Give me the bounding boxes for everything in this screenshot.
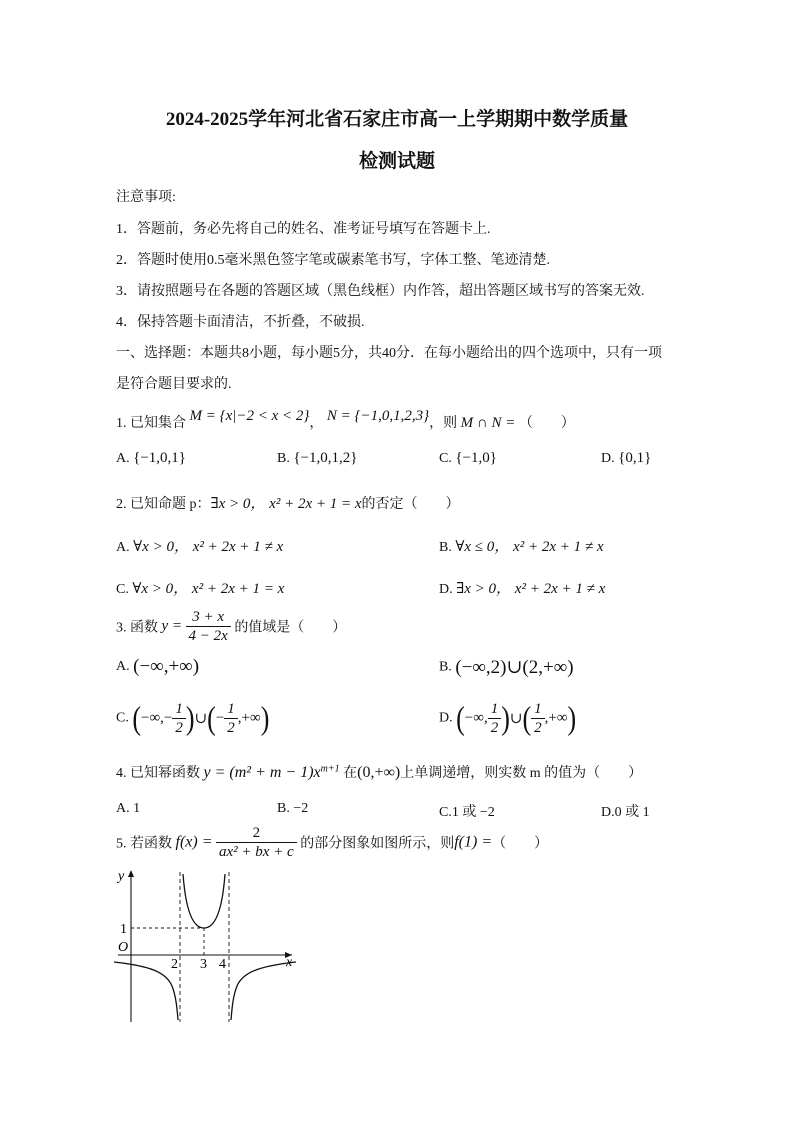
section-1-line1: 一、选择题：本题共8小题，每小题5分，共40分．在每小题给出的四个选项中，只有一项 xyxy=(116,346,662,361)
q5-numerator: 2 xyxy=(216,824,297,843)
q4-option-b[interactable] xyxy=(277,801,308,817)
q1-expr: M ∩ N = xyxy=(460,415,516,431)
q2-option-a-text: ∀x > 0， x² + 2x + 1 ≠ x xyxy=(133,539,284,555)
half-num: 1 xyxy=(224,700,238,719)
q4-option-b-label: B. xyxy=(277,801,290,816)
q3-option-d-union: ∪ xyxy=(509,711,523,727)
q5-function-graph xyxy=(110,866,300,1026)
q4-option-c[interactable] xyxy=(439,801,495,821)
q1-set-m: M = {x|−2 < x < 2} xyxy=(189,408,310,424)
q1-sep1: ， xyxy=(309,416,324,431)
q4-option-a[interactable] xyxy=(116,801,140,817)
paren-close-icon: ) xyxy=(260,699,270,736)
curve-left-branch xyxy=(114,962,178,1020)
q4-option-d-label: D. xyxy=(601,805,615,820)
section-1-line2: 是符合题目要求的. xyxy=(116,377,232,392)
y-axis-arrow-icon xyxy=(128,870,134,877)
q3-numerator: 3 + x xyxy=(186,608,231,627)
half-den: 2 xyxy=(490,720,499,736)
q2-option-b[interactable] xyxy=(439,535,603,556)
q3-denominator: 4 − 2x xyxy=(188,628,228,644)
q1-sep2: ，则 xyxy=(429,416,458,431)
q2-option-c-label: C. xyxy=(116,582,129,597)
q4-option-b-text: −2 xyxy=(293,801,309,816)
q4-func: y = (m² + m − 1)x xyxy=(203,764,321,781)
q3-option-c-left: −∞,− xyxy=(141,710,173,726)
q1-option-c-label: C. xyxy=(439,451,452,466)
q3-option-c-half-2 xyxy=(224,700,238,737)
half-num: 1 xyxy=(172,700,186,719)
q3-option-a-text: (−∞,+∞) xyxy=(133,656,200,677)
q4-option-d[interactable] xyxy=(601,801,650,821)
q3-option-d-label: D. xyxy=(439,710,453,726)
notice-item-3: 3．请按照题号在各题的答题区域（黑色线框）内作答，超出答题区域书写的答案无效. xyxy=(116,284,645,299)
q3-fraction xyxy=(186,608,231,645)
x-tick-3: 3 xyxy=(200,957,207,972)
q5-mid: 的部分图象如图所示，则 xyxy=(300,836,455,852)
q4-option-a-label: A. xyxy=(116,801,130,816)
curve-right-branch xyxy=(231,962,296,1020)
q3-option-d-right: ,+∞ xyxy=(544,710,568,726)
q3-prefix: 3. 函数 xyxy=(116,620,158,636)
q4-prefix: 4. 已知幂函数 xyxy=(116,766,200,781)
q3-option-c-minus: − xyxy=(215,710,225,726)
q2-option-c-text: ∀x > 0， x² + 2x + 1 = x xyxy=(132,581,285,597)
q3-option-c-label: C. xyxy=(116,710,129,726)
q5-expr: f(1) = xyxy=(454,833,493,851)
q3-option-c-right: ,+∞ xyxy=(237,710,261,726)
paper-title-line1: 2024-2025学年河北省石家庄市高一上学期期中数学质量 xyxy=(165,109,629,130)
half-den: 2 xyxy=(175,720,183,736)
paren-open-icon: ( xyxy=(456,699,465,736)
q3-option-a-label: A. xyxy=(116,659,130,675)
q2-prefix: 2. 已知命题 p： xyxy=(116,497,211,512)
q3-func-lhs: y = xyxy=(161,618,183,634)
q4-exponent: m+1 xyxy=(320,763,340,775)
q3-option-a[interactable] xyxy=(116,656,199,678)
q5-denominator: ax² + bx + c xyxy=(219,844,294,860)
q1-option-a[interactable] xyxy=(116,450,186,467)
paren-close-icon: ) xyxy=(185,699,195,736)
paren-close-icon: ) xyxy=(567,699,577,736)
q2-option-a-label: A. xyxy=(116,540,130,555)
question-2 xyxy=(116,492,460,513)
question-3 xyxy=(116,608,346,645)
q1-option-d[interactable] xyxy=(601,450,651,467)
paren-open-icon: ( xyxy=(522,699,532,736)
y-axis-label: y xyxy=(118,869,125,884)
q4-mid: 在 xyxy=(343,766,358,781)
half-den: 2 xyxy=(227,720,235,736)
q1-paren: （ ） xyxy=(518,416,575,431)
q1-option-d-label: D. xyxy=(601,451,615,466)
q2-option-c[interactable] xyxy=(116,577,284,598)
paper-title-line2: 检测试题 xyxy=(358,151,435,172)
q1-option-b-text: {−1,0,1,2} xyxy=(293,450,358,466)
q5-prefix: 5. 若函数 xyxy=(116,836,172,852)
q3-option-d[interactable] xyxy=(439,700,576,737)
q2-option-d[interactable] xyxy=(439,577,605,598)
q3-option-b[interactable] xyxy=(439,656,574,679)
half-den: 2 xyxy=(534,720,542,736)
q2-suffix: 的否定（ ） xyxy=(361,497,460,512)
q2-option-a[interactable] xyxy=(116,535,283,556)
q2-option-b-text: ∀x ≤ 0， x² + 2x + 1 ≠ x xyxy=(455,539,604,555)
q3-option-b-text: (−∞,2)∪(2,+∞) xyxy=(455,657,574,678)
q5-paren: （ ） xyxy=(492,836,549,852)
y-tick-1: 1 xyxy=(120,922,127,937)
q1-option-c-text: {−1,0} xyxy=(455,450,497,466)
paren-open-icon: ( xyxy=(207,699,216,736)
half-num: 1 xyxy=(531,700,545,719)
q4-option-c-label: C. xyxy=(439,805,452,820)
q1-option-c[interactable] xyxy=(439,450,497,467)
q2-statement: ∃x > 0， x² + 2x + 1 = x xyxy=(210,496,362,512)
notice-heading: 注意事项: xyxy=(116,190,176,205)
q1-set-n: N = {−1,0,1,2,3} xyxy=(326,408,430,424)
question-4 xyxy=(116,762,642,782)
q4-option-c-text: 1 或 −2 xyxy=(451,805,495,820)
half-num: 1 xyxy=(488,700,502,719)
q1-option-b[interactable] xyxy=(277,450,357,467)
q1-option-d-text: {0,1} xyxy=(618,450,652,466)
q4-suffix: 上单调递增，则实数 m 的值为（ ） xyxy=(400,766,643,781)
question-1 xyxy=(116,408,575,432)
q3-option-c[interactable] xyxy=(116,700,269,737)
q4-option-d-text: 0 或 1 xyxy=(614,805,650,820)
x-axis-label: x xyxy=(286,955,293,970)
x-tick-2: 2 xyxy=(171,957,178,972)
q4-option-a-text: 1 xyxy=(133,801,141,816)
q1-prefix: 1. 已知集合 xyxy=(116,416,186,431)
notice-item-4: 4．保持答题卡面清洁，不折叠，不破损. xyxy=(116,315,365,330)
q3-option-d-half-1 xyxy=(488,700,502,737)
notice-item-1: 1．答题前，务必先将自己的姓名、准考证号填写在答题卡上. xyxy=(116,222,491,237)
q3-option-b-label: B. xyxy=(439,659,452,675)
q3-option-c-union: ∪ xyxy=(194,711,208,727)
q1-option-a-text: {−1,0,1} xyxy=(133,450,186,466)
question-5 xyxy=(116,824,548,861)
origin-label: O xyxy=(118,940,129,955)
q2-option-d-label: D. xyxy=(439,582,453,597)
q3-option-d-left: −∞, xyxy=(464,710,488,726)
notice-item-2: 2．答题时使用0.5毫米黑色签字笔或碳素笔书写，字体工整、笔迹清楚. xyxy=(116,253,550,268)
q3-option-d-half-2 xyxy=(531,700,545,737)
x-tick-4: 4 xyxy=(219,957,226,972)
q2-option-d-text: ∃x > 0， x² + 2x + 1 ≠ x xyxy=(456,581,606,597)
q3-option-c-half-1 xyxy=(172,700,186,737)
q5-lhs: f(x) = xyxy=(175,833,213,851)
q4-interval: (0,+∞) xyxy=(357,764,401,781)
paren-close-icon: ) xyxy=(501,699,510,736)
paren-open-icon: ( xyxy=(132,699,142,736)
q1-option-b-label: B. xyxy=(277,451,290,466)
curve-middle-branch xyxy=(183,874,225,928)
q1-option-a-label: A. xyxy=(116,451,130,466)
q5-fraction xyxy=(216,824,297,861)
q2-option-b-label: B. xyxy=(439,540,452,555)
q3-suffix: 的值域是（ ） xyxy=(234,620,347,636)
